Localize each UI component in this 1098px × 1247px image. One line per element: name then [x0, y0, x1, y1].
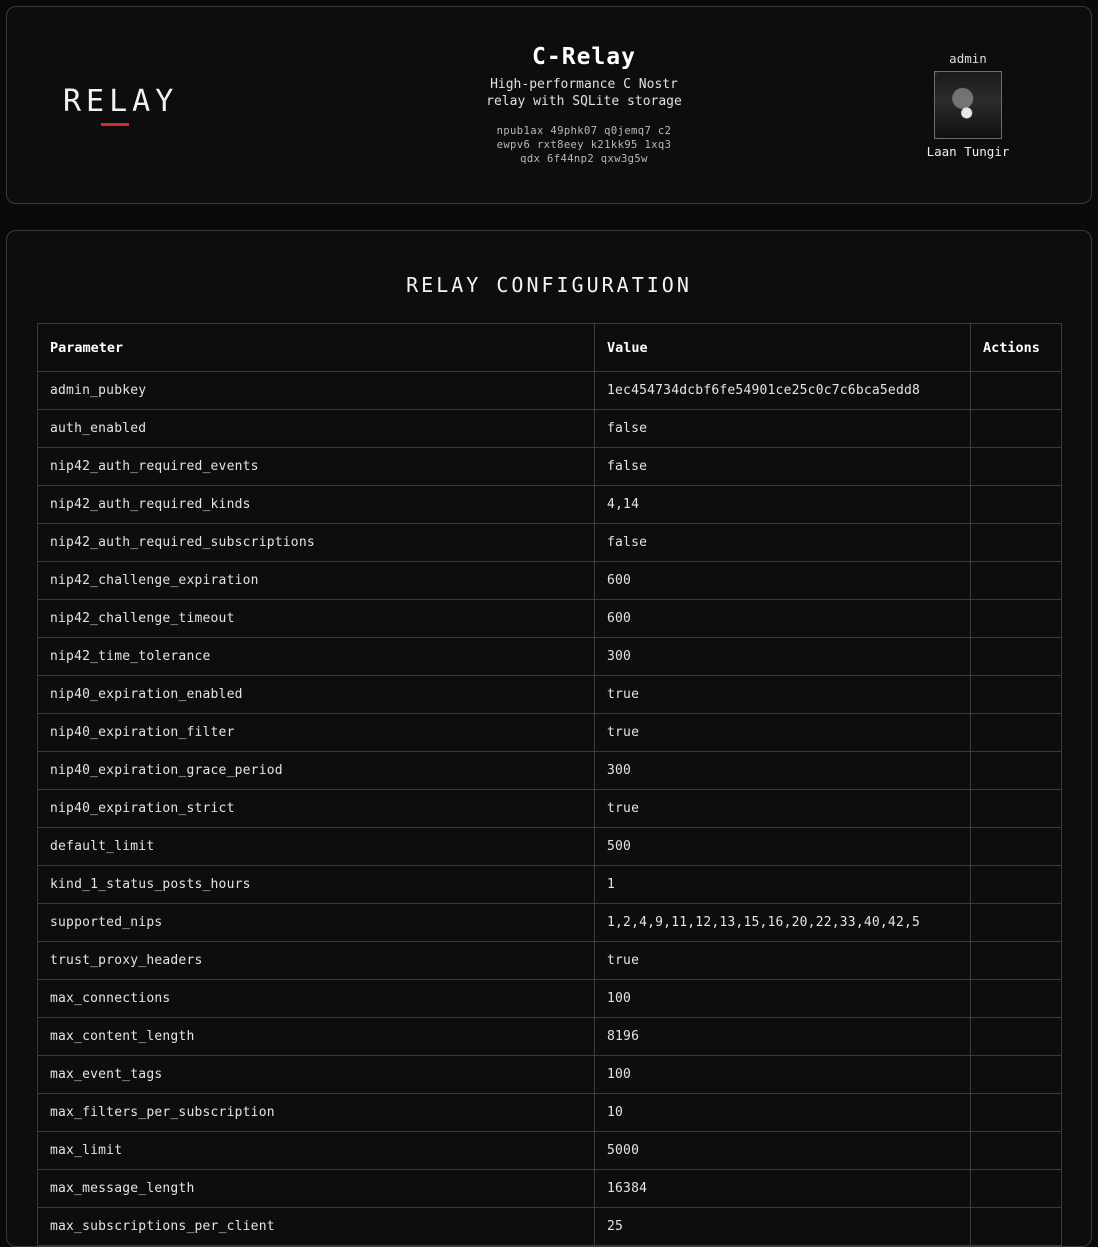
- config-parameter-name: max_filters_per_subscription: [38, 1094, 595, 1132]
- relay-title-block: [295, 44, 873, 167]
- config-row-actions[interactable]: [971, 562, 1062, 600]
- config-row-actions[interactable]: [971, 980, 1062, 1018]
- config-parameter-value[interactable]: 10: [595, 1094, 971, 1132]
- config-parameter-value[interactable]: 100: [595, 980, 971, 1018]
- config-parameter-name: nip42_auth_required_subscriptions: [38, 524, 595, 562]
- config-parameter-value[interactable]: 600: [595, 562, 971, 600]
- config-row-actions[interactable]: [971, 638, 1062, 676]
- table-row: [38, 790, 1062, 828]
- table-row: [38, 1056, 1062, 1094]
- config-parameter-value[interactable]: true: [595, 714, 971, 752]
- table-header-row: [38, 324, 1062, 372]
- table-row: [38, 486, 1062, 524]
- config-parameter-value[interactable]: false: [595, 448, 971, 486]
- config-parameter-value[interactable]: 5000: [595, 1132, 971, 1170]
- relay-name: C-Relay: [532, 43, 636, 70]
- table-row: [38, 676, 1062, 714]
- table-row: [38, 524, 1062, 562]
- config-row-actions[interactable]: [971, 828, 1062, 866]
- config-parameter-name: kind_1_status_posts_hours: [38, 866, 595, 904]
- config-row-actions[interactable]: [971, 714, 1062, 752]
- brand-accent-underline: [101, 123, 129, 126]
- config-parameter-value[interactable]: 25: [595, 1208, 971, 1246]
- column-header-value: Value: [595, 324, 971, 372]
- config-parameter-name: max_message_length: [38, 1170, 595, 1208]
- config-parameter-name: max_limit: [38, 1132, 595, 1170]
- config-parameter-name: default_limit: [38, 828, 595, 866]
- table-row: [38, 1132, 1062, 1170]
- config-row-actions[interactable]: [971, 486, 1062, 524]
- table-row: [38, 828, 1062, 866]
- table-row: [38, 752, 1062, 790]
- column-header-actions: Actions: [971, 324, 1062, 372]
- table-row: [38, 866, 1062, 904]
- column-header-parameter: Parameter: [38, 324, 595, 372]
- config-row-actions[interactable]: [971, 790, 1062, 828]
- table-row: [38, 562, 1062, 600]
- config-row-actions[interactable]: [971, 676, 1062, 714]
- config-row-actions[interactable]: [971, 1208, 1062, 1246]
- config-parameter-value[interactable]: 100: [595, 1056, 971, 1094]
- config-row-actions[interactable]: [971, 524, 1062, 562]
- main-panel: [6, 230, 1092, 1247]
- config-row-actions[interactable]: [971, 752, 1062, 790]
- config-parameter-value[interactable]: true: [595, 942, 971, 980]
- config-row-actions[interactable]: [971, 372, 1062, 410]
- config-parameter-value[interactable]: 500: [595, 828, 971, 866]
- config-parameter-name: nip42_challenge_expiration: [38, 562, 595, 600]
- table-row: [38, 600, 1062, 638]
- relay-npub: npub1ax 49phk07 q0jemq7 c2ewpv6 rxt8eey k21kk95 1xq3qdx 6f44np2 qxw3g5w: [496, 124, 672, 166]
- config-parameter-name: nip42_auth_required_events: [38, 448, 595, 486]
- config-parameter-value[interactable]: false: [595, 410, 971, 448]
- table-row: [38, 1170, 1062, 1208]
- config-parameter-name: auth_enabled: [38, 410, 595, 448]
- table-row: [38, 448, 1062, 486]
- config-parameter-value[interactable]: 1ec454734dcbf6fe54901ce25c0c7c6bca5edd8: [595, 372, 971, 410]
- table-row: [38, 904, 1062, 942]
- relay-description: High-performance C Nostr relay with SQLite storage: [486, 76, 682, 110]
- table-row: [38, 410, 1062, 448]
- config-parameter-name: max_connections: [38, 980, 595, 1018]
- config-parameter-name: trust_proxy_headers: [38, 942, 595, 980]
- config-parameter-value[interactable]: 1: [595, 866, 971, 904]
- user-name-label: Laan Tungir: [926, 144, 1010, 159]
- config-parameter-value[interactable]: 8196: [595, 1018, 971, 1056]
- config-row-actions[interactable]: [971, 942, 1062, 980]
- config-row-actions[interactable]: [971, 410, 1062, 448]
- table-row: [38, 1018, 1062, 1056]
- brand-logo[interactable]: [35, 85, 335, 126]
- config-parameter-name: admin_pubkey: [38, 372, 595, 410]
- config-parameter-value[interactable]: 4,14: [595, 486, 971, 524]
- config-parameter-name: max_subscriptions_per_client: [38, 1208, 595, 1246]
- config-parameter-value[interactable]: false: [595, 524, 971, 562]
- table-row: [38, 372, 1062, 410]
- config-parameter-name: nip40_expiration_filter: [38, 714, 595, 752]
- config-row-actions[interactable]: [971, 866, 1062, 904]
- config-row-actions[interactable]: [971, 1018, 1062, 1056]
- config-parameter-name: nip42_auth_required_kinds: [38, 486, 595, 524]
- table-row: [38, 980, 1062, 1018]
- config-row-actions[interactable]: [971, 904, 1062, 942]
- config-row-actions[interactable]: [971, 1170, 1062, 1208]
- page-header: [6, 6, 1092, 204]
- user-role-label: admin: [949, 51, 987, 66]
- config-parameter-name: max_event_tags: [38, 1056, 595, 1094]
- config-row-actions[interactable]: [971, 448, 1062, 486]
- config-parameter-value[interactable]: 600: [595, 600, 971, 638]
- table-row: [38, 714, 1062, 752]
- config-row-actions[interactable]: [971, 1132, 1062, 1170]
- config-parameter-name: nip42_time_tolerance: [38, 638, 595, 676]
- config-parameter-value[interactable]: true: [595, 790, 971, 828]
- config-table: [37, 323, 1062, 1246]
- page-title: RELAY CONFIGURATION: [406, 273, 692, 297]
- config-parameter-name: nip40_expiration_grace_period: [38, 752, 595, 790]
- user-profile[interactable]: [873, 51, 1063, 159]
- config-parameter-name: nip40_expiration_strict: [38, 790, 595, 828]
- brand-logo-text: RELAY: [63, 83, 179, 119]
- config-parameter-name: supported_nips: [38, 904, 595, 942]
- config-parameter-value[interactable]: 300: [595, 752, 971, 790]
- table-row: [38, 1094, 1062, 1132]
- config-row-actions[interactable]: [971, 600, 1062, 638]
- config-parameter-name: nip40_expiration_enabled: [38, 676, 595, 714]
- avatar[interactable]: [934, 71, 1002, 139]
- config-row-actions[interactable]: [971, 1056, 1062, 1094]
- config-parameter-name: nip42_challenge_timeout: [38, 600, 595, 638]
- table-row: [38, 1208, 1062, 1246]
- config-parameter-name: max_content_length: [38, 1018, 595, 1056]
- config-row-actions[interactable]: [971, 1094, 1062, 1132]
- config-parameter-value[interactable]: 300: [595, 638, 971, 676]
- config-parameter-value[interactable]: 16384: [595, 1170, 971, 1208]
- table-row: [38, 942, 1062, 980]
- table-row: [38, 638, 1062, 676]
- config-parameter-value[interactable]: 1,2,4,9,11,12,13,15,16,20,22,33,40,42,5: [595, 904, 971, 942]
- config-parameter-value[interactable]: true: [595, 676, 971, 714]
